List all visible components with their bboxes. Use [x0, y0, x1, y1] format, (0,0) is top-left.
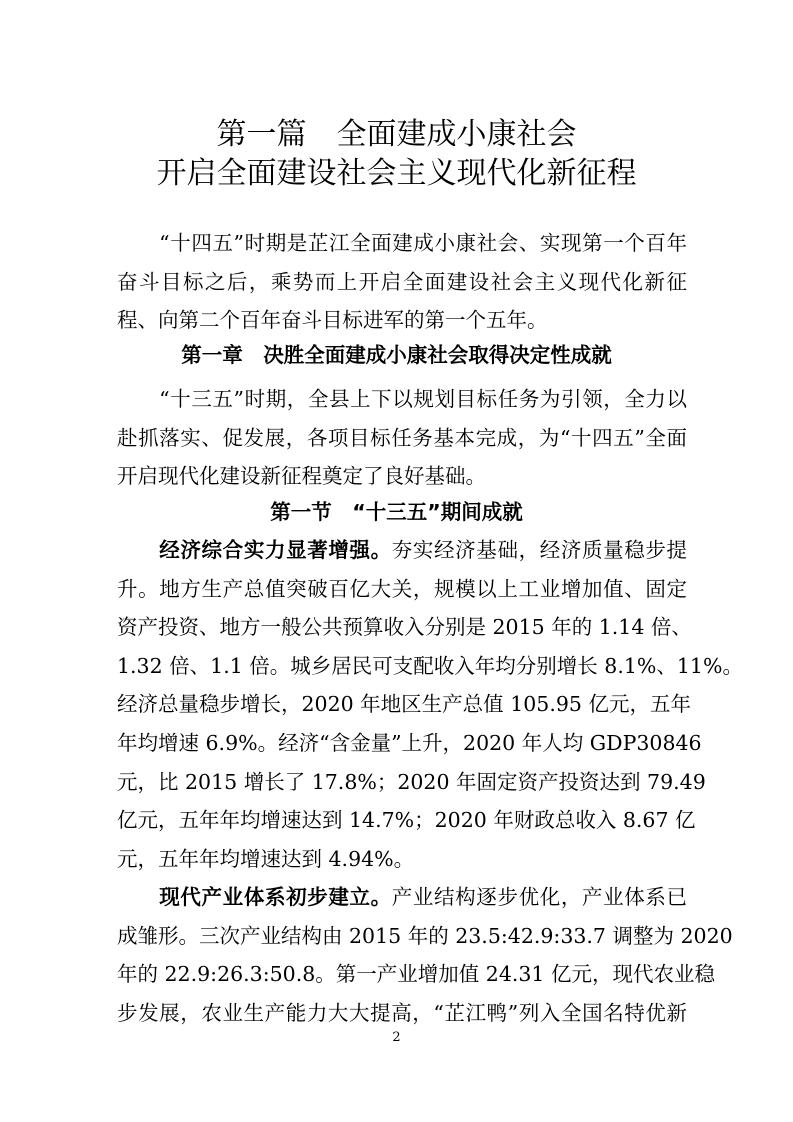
paragraph-lead-rest: 夯实经济基础，经济质量稳步提: [391, 538, 688, 562]
paragraph-line: “十三五”时期，全县上下以规划目标任务为引领，全力以: [117, 387, 687, 411]
paragraph-line: 元，五年年均增速达到 4.94%。: [117, 846, 415, 871]
economy-paragraph: [117, 531, 743, 878]
paragraph-line: 开启现代化建设新征程奠定了良好基础。: [117, 464, 486, 489]
paragraph-line: 升。地方生产总值突破百亿大关，规模以上工业增加值、固定: [117, 576, 687, 601]
section-heading: 第一节 “十三五”期间成就: [270, 500, 523, 524]
paragraph-line: 步发展，农业生产能力大大提高，“芷江鸭”列入全国名特优新: [117, 1000, 687, 1025]
chapter-heading: 第一章 决胜全面建成小康社会取得决定性成就: [181, 343, 612, 367]
paragraph-line: [117, 531, 687, 570]
paragraph-line: “十四五”时期是芷江全面建成小康社会、实现第一个百年: [117, 231, 687, 255]
paragraph-lead-rest: 产业结构逐步优化，产业体系已: [391, 885, 688, 909]
paragraph-line: 资产投资、地方一般公共预算收入分别是 2015 年的 1.14 倍、: [117, 615, 692, 640]
paragraph-lead: 现代产业体系初步建立。: [159, 885, 392, 909]
paragraph-lead: 经济综合实力显著增强。: [159, 538, 392, 562]
industry-paragraph: [117, 878, 733, 1032]
intro-paragraph: [117, 224, 687, 340]
paragraph-line: 1.32 倍、1.1 倍。城乡居民可支配收入年均分别增长 8.1%、11%。: [117, 653, 743, 678]
paragraph-line: 亿元，五年年均增速达到 14.7%；2020 年财政总收入 8.67 亿: [117, 808, 696, 833]
part-title-line-1: 第一篇 全面建成小康社会: [216, 117, 577, 152]
paragraph-line: 元，比 2015 增长了 17.8%；2020 年固定资产投资达到 79.49: [117, 769, 706, 794]
part-title-line-2: 开启全面建设社会主义现代化新征程: [156, 156, 637, 191]
paragraph-line: 年的 22.9:26.3:50.8。第一产业增加值 24.31 亿元，现代农业稳: [117, 962, 715, 987]
paragraph-line: 经济总量稳步增长，2020 年地区生产总值 105.95 亿元，五年: [117, 692, 691, 717]
chapter-intro-paragraph: [117, 380, 687, 496]
paragraph-line: [117, 878, 687, 917]
paragraph-line: 年均增速 6.9%。经济“含金量”上升，2020 年人均 GDP30846: [117, 730, 702, 755]
paragraph-line: 奋斗目标之后，乘势而上开启全面建设社会主义现代化新征: [117, 269, 687, 294]
paragraph-line: 赴抓落实、促发展，各项目标任务基本完成，为“十四五”全面: [117, 425, 687, 450]
paragraph-line: 成雏形。三次产业结构由 2015 年的 23.5:42.9:33.7 调整为 2020: [117, 923, 733, 948]
paragraph-line: 程、向第二个百年奋斗目标进军的第一个五年。: [117, 308, 548, 333]
page-number: 2: [392, 1030, 401, 1045]
